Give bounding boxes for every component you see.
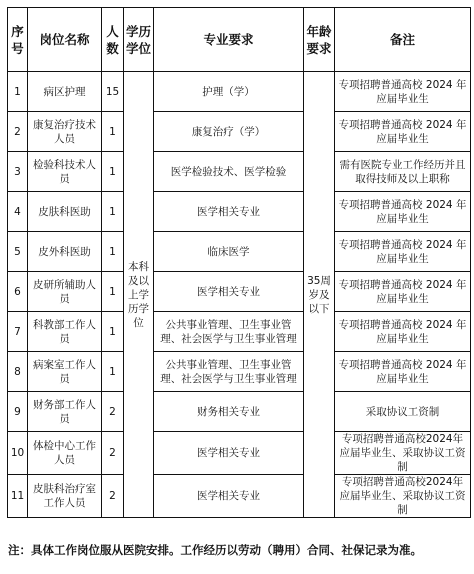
table-row [8,152,471,192]
cell-count: 1 [102,272,124,312]
cell-seq: 2 [8,112,28,152]
cell-post: 皮研所辅助人员 [28,272,102,312]
cell-count: 2 [102,475,124,518]
table-row [8,232,471,272]
table-row [8,192,471,232]
cell-post: 财务部工作人员 [28,392,102,432]
cell-major: 医学相关专业 [154,475,304,518]
cell-seq: 10 [8,432,28,475]
cell-remark: 专项招聘普通高校 2024 年应届毕业生 [335,232,471,272]
cell-count: 1 [102,112,124,152]
cell-major: 护理（学） [154,72,304,112]
cell-post: 体检中心工作人员 [28,432,102,475]
cell-post: 病案室工作人员 [28,352,102,392]
cell-remark: 专项招聘普通高校2024年应届毕业生、采取协议工资制 [335,475,471,518]
footnote: 注：具体工作岗位服从医院安排。工作经历以劳动（聘用）合同、社保记录为准。 [8,543,422,557]
cell-seq: 5 [8,232,28,272]
cell-count: 1 [102,352,124,392]
cell-seq: 8 [8,352,28,392]
cell-remark: 专项招聘普通高校 2024 年应届毕业生 [335,312,471,352]
cell-count: 1 [102,232,124,272]
cell-degree-merged: 本科及以上学历学位 [124,72,154,518]
cell-major: 康复治疗（学） [154,112,304,152]
cell-count: 1 [102,192,124,232]
cell-post: 皮肤科医助 [28,192,102,232]
cell-seq: 3 [8,152,28,192]
cell-post: 皮肤科治疗室工作人员 [28,475,102,518]
cell-remark: 专项招聘普通高校 2024 年应届毕业生 [335,192,471,232]
cell-remark: 专项招聘普通高校 2024 年应届毕业生 [335,72,471,112]
cell-seq: 6 [8,272,28,312]
cell-age-merged: 35周岁及以下 [304,72,335,518]
recruitment-table [7,7,471,518]
table-row [8,392,471,432]
header-major: 专业要求 [154,8,304,72]
table-row [8,475,471,518]
table-row [8,112,471,152]
table-row [8,312,471,352]
cell-seq: 7 [8,312,28,352]
cell-remark: 专项招聘普通高校 2024 年应届毕业生 [335,352,471,392]
cell-major: 医学相关专业 [154,192,304,232]
table-row [8,72,471,112]
table-row [8,352,471,392]
table-row [8,432,471,475]
table-row [8,272,471,312]
cell-remark: 专项招聘普通高校2024年应届毕业生、采取协议工资制 [335,432,471,475]
cell-count: 1 [102,152,124,192]
header-post: 岗位名称 [28,8,102,72]
cell-seq: 9 [8,392,28,432]
cell-count: 1 [102,312,124,352]
cell-major: 临床医学 [154,232,304,272]
header-degree: 学历学位 [124,8,154,72]
header-remark: 备注 [335,8,471,72]
cell-major: 医学检验技术、医学检验 [154,152,304,192]
cell-post: 科教部工作人员 [28,312,102,352]
header-age: 年龄要求 [304,8,335,72]
header-seq: 序号 [8,8,28,72]
header-count: 人数 [102,8,124,72]
cell-major: 公共事业管理、卫生事业管理、社会医学与卫生事业管理 [154,312,304,352]
cell-remark: 专项招聘普通高校 2024 年应届毕业生 [335,112,471,152]
cell-major: 公共事业管理、卫生事业管理、社会医学与卫生事业管理 [154,352,304,392]
table-header-row [8,8,471,72]
cell-major: 财务相关专业 [154,392,304,432]
cell-post: 检验科技术人员 [28,152,102,192]
cell-remark: 专项招聘普通高校 2024 年应届毕业生 [335,272,471,312]
cell-remark: 采取协议工资制 [335,392,471,432]
cell-count: 15 [102,72,124,112]
cell-post: 皮外科医助 [28,232,102,272]
cell-post: 病区护理 [28,72,102,112]
cell-major: 医学相关专业 [154,272,304,312]
cell-seq: 11 [8,475,28,518]
cell-seq: 1 [8,72,28,112]
cell-major: 医学相关专业 [154,432,304,475]
cell-post: 康复治疗技术人员 [28,112,102,152]
cell-remark: 需有医院专业工作经历并且取得技师及以上职称 [335,152,471,192]
cell-count: 2 [102,432,124,475]
cell-seq: 4 [8,192,28,232]
cell-count: 2 [102,392,124,432]
